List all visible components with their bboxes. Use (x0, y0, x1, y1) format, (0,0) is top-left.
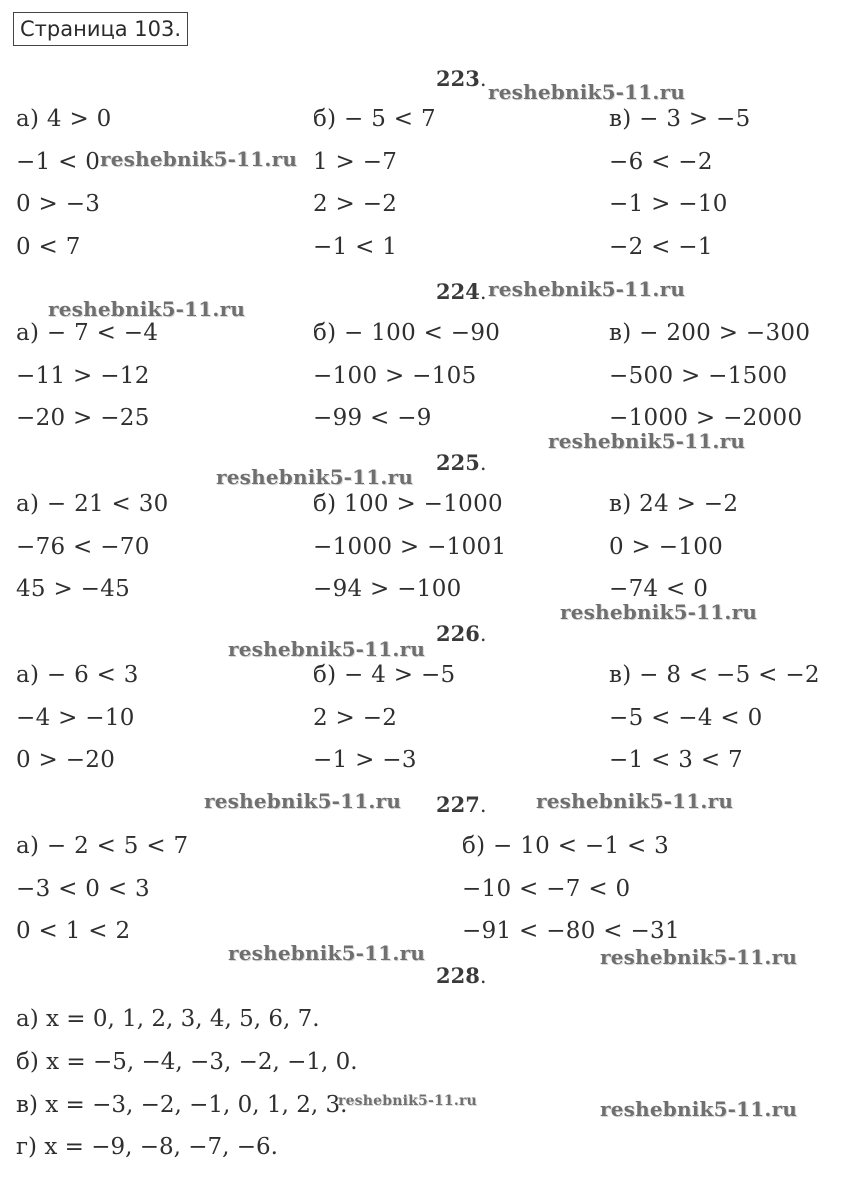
answer-line: 0 > −100 (609, 534, 724, 560)
watermark-text: reshebnik5-11.ru (100, 147, 298, 171)
answer-line: −94 > −100 (313, 576, 462, 602)
answer-line: а) 4 > 0 (16, 106, 112, 132)
answer-line: −2 < −1 (609, 234, 713, 260)
answer-line: 0 > −20 (16, 747, 116, 773)
answer-line: в) − 200 > −300 (609, 320, 811, 346)
watermark-text: reshebnik5-11.ru (488, 80, 686, 104)
watermark-text: reshebnik5-11.ru (536, 789, 734, 813)
problem-number-225: 225. (436, 450, 487, 475)
answer-line: 1 > −7 (313, 149, 398, 175)
answer-line: б) − 5 < 7 (313, 106, 436, 132)
answer-line: −1000 > −2000 (609, 405, 803, 431)
answer-line: а) − 21 < 30 (16, 491, 169, 517)
watermark-text: reshebnik5-11.ru (228, 941, 426, 965)
answer-line: −1 < 1 (313, 234, 398, 260)
answer-line: а) − 7 < −4 (16, 320, 159, 346)
answer-line: 0 > −3 (16, 191, 101, 217)
answer-line: −99 < −9 (313, 405, 432, 431)
watermark-text: reshebnik5-11.ru (488, 277, 686, 301)
problem-number-228: 228. (436, 963, 487, 988)
answer-line: −91 < −80 < −31 (462, 918, 680, 944)
answer-line: 0 < 1 < 2 (16, 918, 131, 944)
answer-line: −74 < 0 (609, 576, 709, 602)
answer-line: а) − 2 < 5 < 7 (16, 833, 189, 859)
answer-line: −10 < −7 < 0 (462, 876, 631, 902)
problem-number-223: 223. (436, 66, 487, 91)
answer-line: −6 < −2 (609, 149, 713, 175)
problem-number-227: 227. (436, 792, 487, 817)
watermark-text: reshebnik5-11.ru (600, 1097, 798, 1121)
answer-line: б) − 10 < −1 < 3 (462, 833, 670, 859)
page-title: Страница 103. (13, 12, 188, 46)
answer-line: б) 100 > −1000 (313, 491, 503, 517)
answer-line: а) − 6 < 3 (16, 662, 139, 688)
answer-line: −3 < 0 < 3 (16, 876, 150, 902)
answer-line: −76 < −70 (16, 534, 150, 560)
answer-line: в) 24 > −2 (609, 491, 739, 517)
watermark-text: reshebnik5-11.ru (216, 465, 414, 489)
answer-line: 2 > −2 (313, 705, 398, 731)
answer-line: в) − 8 < −5 < −2 (609, 662, 820, 688)
answer-line: а) x = 0, 1, 2, 3, 4, 5, 6, 7. (16, 1006, 320, 1032)
answer-line: −11 > −12 (16, 363, 150, 389)
answer-line: −1 < 0 (16, 149, 101, 175)
answer-line: б) − 100 < −90 (313, 320, 501, 346)
problem-number-226: 226. (436, 621, 487, 646)
watermark-text: reshebnik5-11.ru (228, 637, 426, 661)
answer-line: −1 > −3 (313, 747, 417, 773)
answer-line: −1 < 3 < 7 (609, 747, 743, 773)
answer-line: −500 > −1500 (609, 363, 788, 389)
watermark-text: reshebnik5-11.ru (560, 600, 758, 624)
answer-line: б) x = −5, −4, −3, −2, −1, 0. (16, 1049, 358, 1075)
watermark-text: reshebnik5-11.ru (338, 1093, 477, 1109)
answer-line: в) x = −3, −2, −1, 0, 1, 2, 3. (16, 1092, 348, 1118)
answer-line: −4 > −10 (16, 705, 135, 731)
watermark-text: reshebnik5-11.ru (48, 297, 246, 321)
answer-line: −20 > −25 (16, 405, 150, 431)
answer-line: −5 < −4 < 0 (609, 705, 763, 731)
answer-line: б) − 4 > −5 (313, 662, 456, 688)
answer-line: 2 > −2 (313, 191, 398, 217)
answer-line: −100 > −105 (313, 363, 477, 389)
problem-number-224: 224. (436, 279, 487, 304)
watermark-text: reshebnik5-11.ru (548, 429, 746, 453)
answer-line: в) − 3 > −5 (609, 106, 751, 132)
answer-line: г) x = −9, −8, −7, −6. (16, 1134, 278, 1160)
watermark-text: reshebnik5-11.ru (600, 945, 798, 969)
answer-line: −1000 > −1001 (313, 534, 507, 560)
answer-line: −1 > −10 (609, 191, 728, 217)
answer-line: 45 > −45 (16, 576, 131, 602)
watermark-text: reshebnik5-11.ru (204, 789, 402, 813)
answer-line: 0 < 7 (16, 234, 81, 260)
